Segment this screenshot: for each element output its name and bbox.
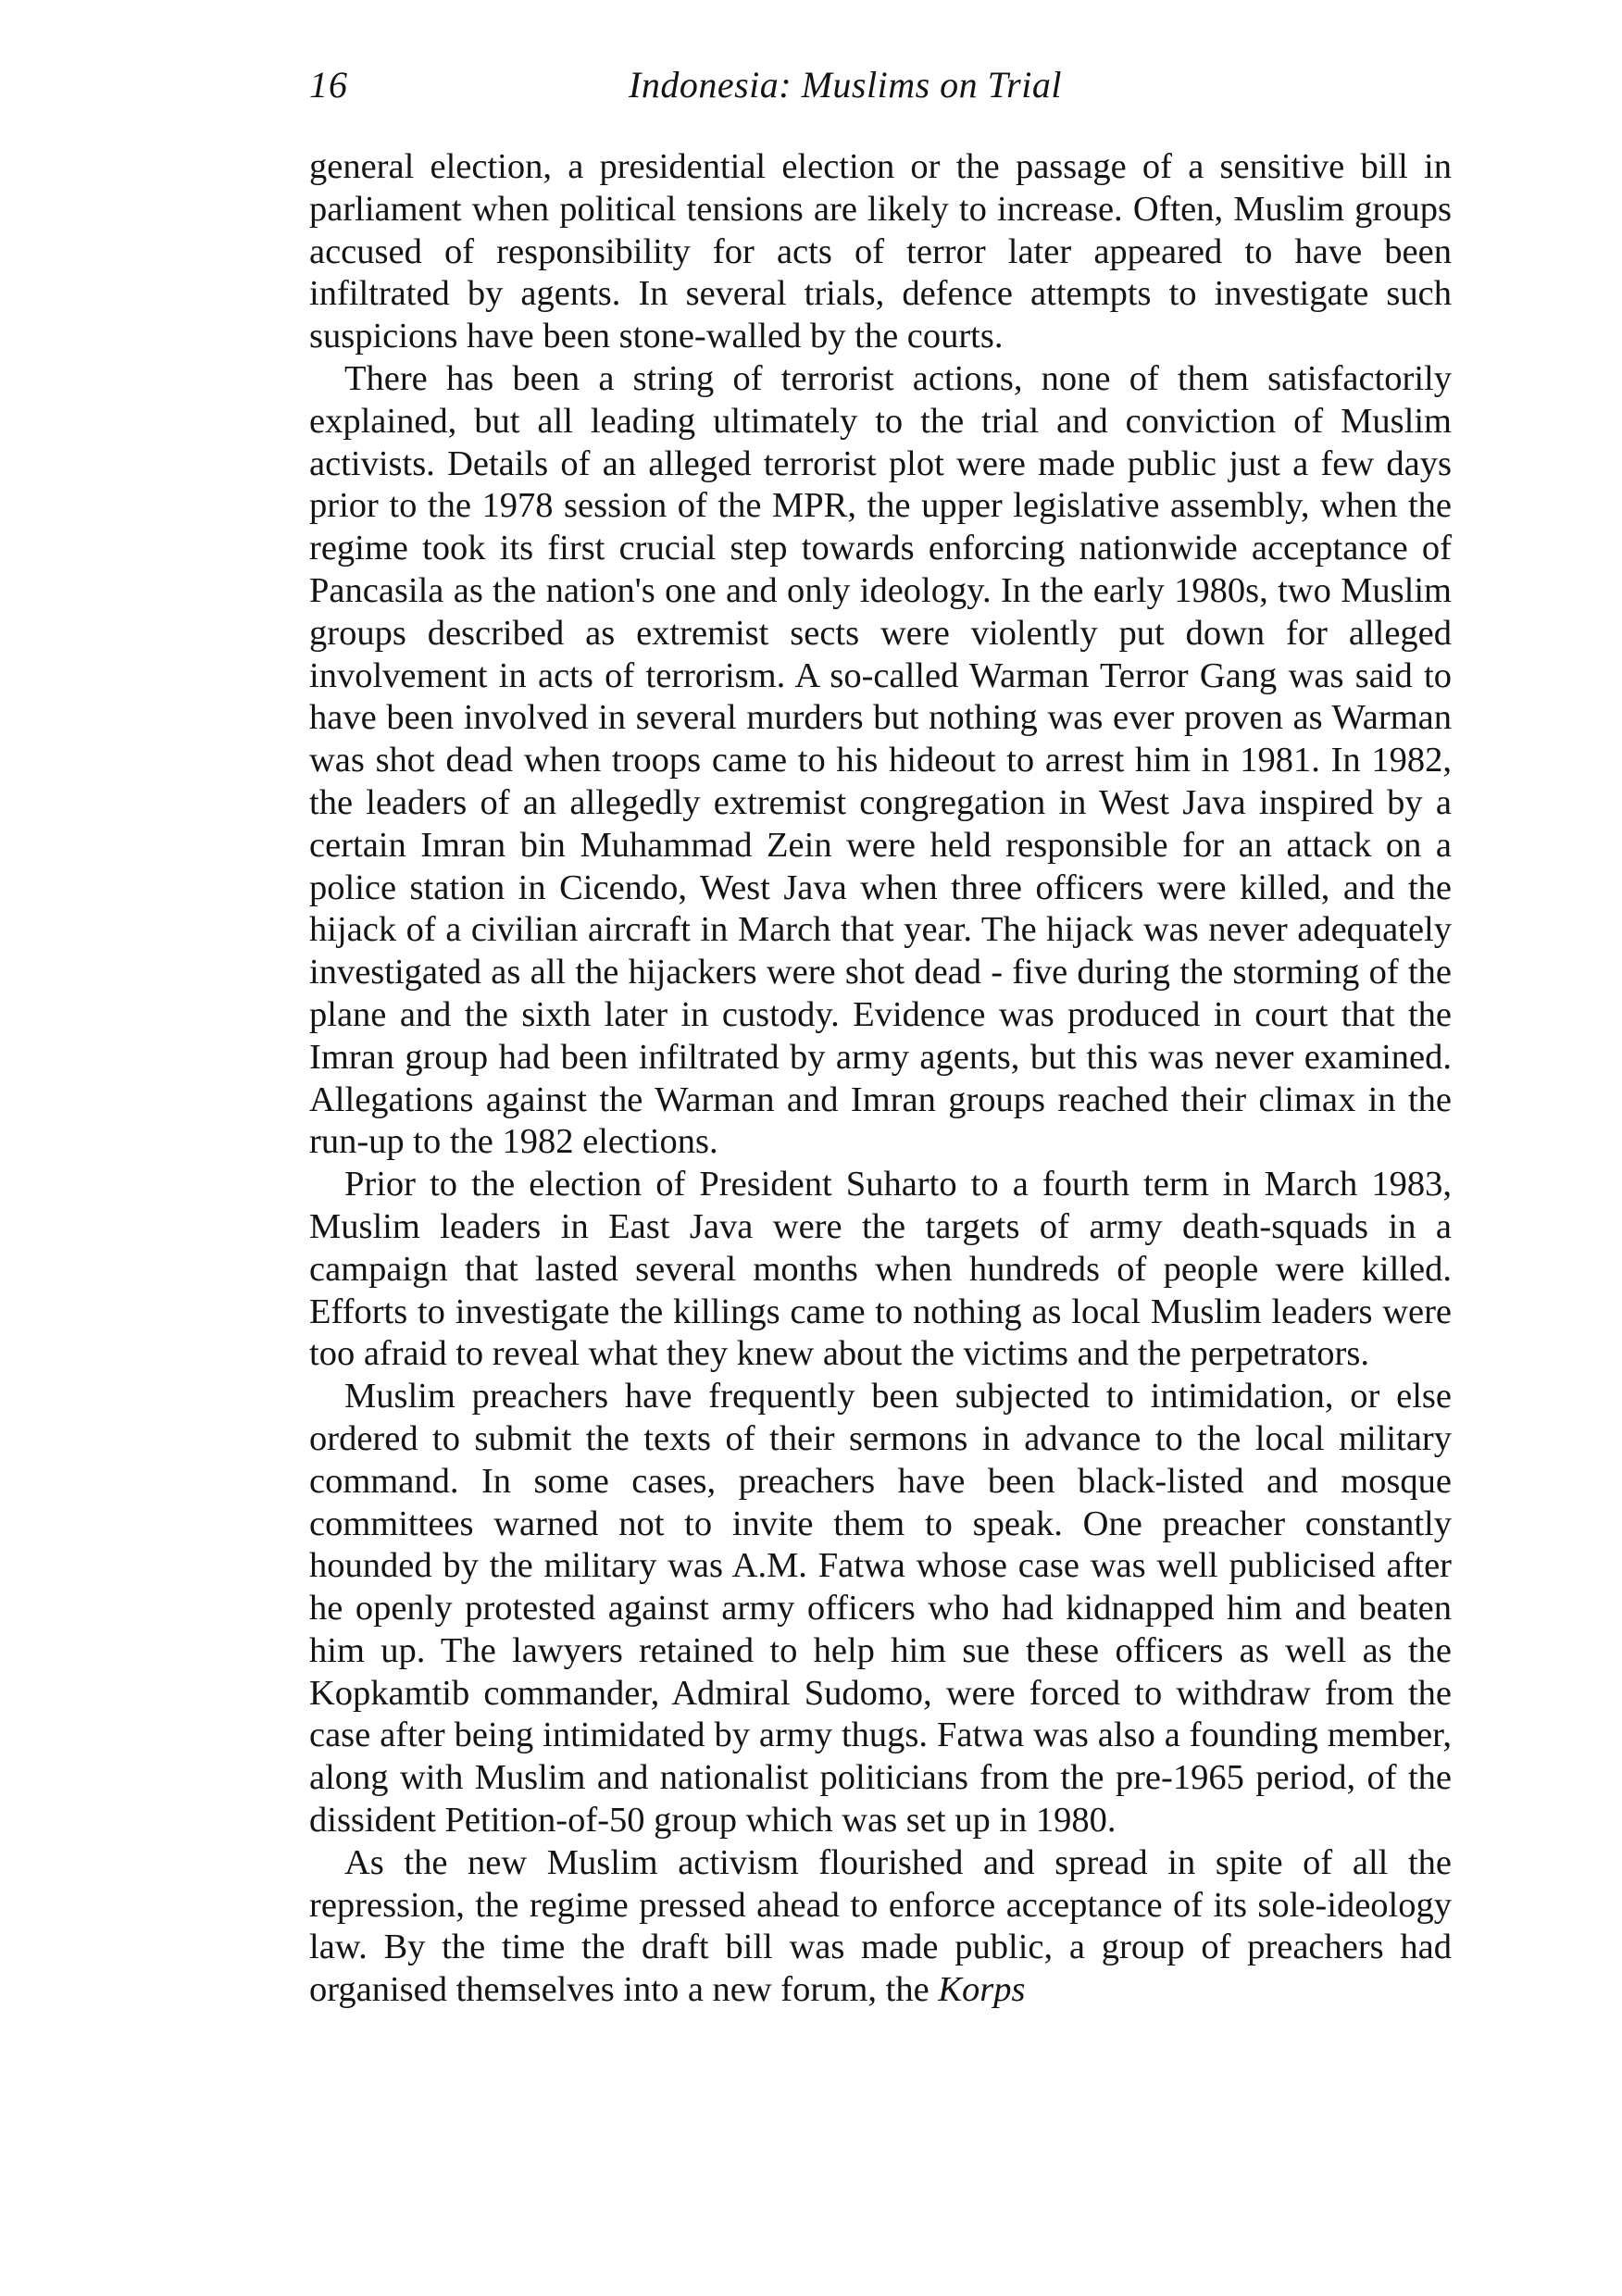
paragraph-5 — [309, 1842, 1452, 2012]
running-head-title: Indonesia: Muslims on Trial — [629, 64, 1062, 106]
page-header — [309, 63, 1448, 119]
body-text — [309, 146, 1452, 2012]
page-number: 16 — [309, 64, 348, 106]
paragraph-2: There has been a string of terrorist actions, none of them satisfactorily explained, but all leading ultimately to the trial and conviction of Muslim activists. Details of an alleged terrorist plot were made public just a few days prior to the 1978 session of the MPR, the upper legislative assembly, when the regime took its first crucial step towards enforcing nationwide acceptance of Pancasila as the nation's one and only ideology. In the early 1980s, two Muslim groups described as extremist sects were violently put down for alleged involvement in acts of terrorism. A so-called Warman Terror Gang was said to have been involved in several murders but nothing was ever proven as Warman was shot dead when troops came to his hideout to arrest him in 1981. In 1982, the leaders of an allegedly extremist congregation in West Java inspired by a certain Imran bin Muhammad Zein were held responsible for an attack on a police station in Cicendo, West Java when three officers were killed, and the hijack of a civilian aircraft in March that year. The hijack was never adequately investigated as all the hijackers were shot dead - five during the storming of the plane and the sixth later in custody. Evidence was produced in court that the Imran group had been infiltrated by army agents, but this was never examined. Allegations against the Warman and Imran groups reached their climax in the run-up to the 1982 elections. — [309, 358, 1452, 1162]
paragraph-1: general election, a presidential election or the passage of a sensitive bill in parliament when political tensions are likely to increase. Often, Muslim groups accused of responsibility for acts of terror later appeared to have been infiltrated by agents. In several trials, defence attempts to investigate such suspicions have been stone-walled by the courts. — [309, 147, 1452, 356]
paragraph-5-text: As the new Muslim activism flourished and spread in spite of all the repression, the regime pressed ahead to enforce acceptance of its sole-ideology law. By the time the draft bill was made public, a group of preachers had organised themselves into a new forum, the — [309, 1842, 1452, 2010]
paragraph-5-italic-tail: Korps — [938, 1970, 1026, 2010]
paragraph-4: Muslim preachers have frequently been subjected to intimidation, or else ordered to submit the texts of their sermons in advance to the local military command. In some cases, preachers have been black-listed and mosque committees warned not to invite them to speak. One preacher constantly hounded by the military was A.M. Fatwa whose case was well publicised after he openly protested against army officers who had kidnapped him and beaten him up. The lawyers retained to help him sue these officers as well as the Kopkamtib commander, Admiral Sudomo, were forced to withdraw from the case after being intimidated by army thugs. Fatwa was also a founding member, along with Muslim and nationalist politicians from the pre-1965 period, of the dissident Petition-of-50 group which was set up in 1980. — [309, 1377, 1452, 1841]
paragraph-3: Prior to the election of President Suharto to a fourth term in March 1983, Muslim leaders in East Java were the targets of army death-squads in a campaign that lasted several months when hundreds of people were killed. Efforts to investigate the killings came to nothing as local Muslim leaders were too afraid to reveal what they knew about the victims and the perpetrators. — [309, 1165, 1452, 1374]
